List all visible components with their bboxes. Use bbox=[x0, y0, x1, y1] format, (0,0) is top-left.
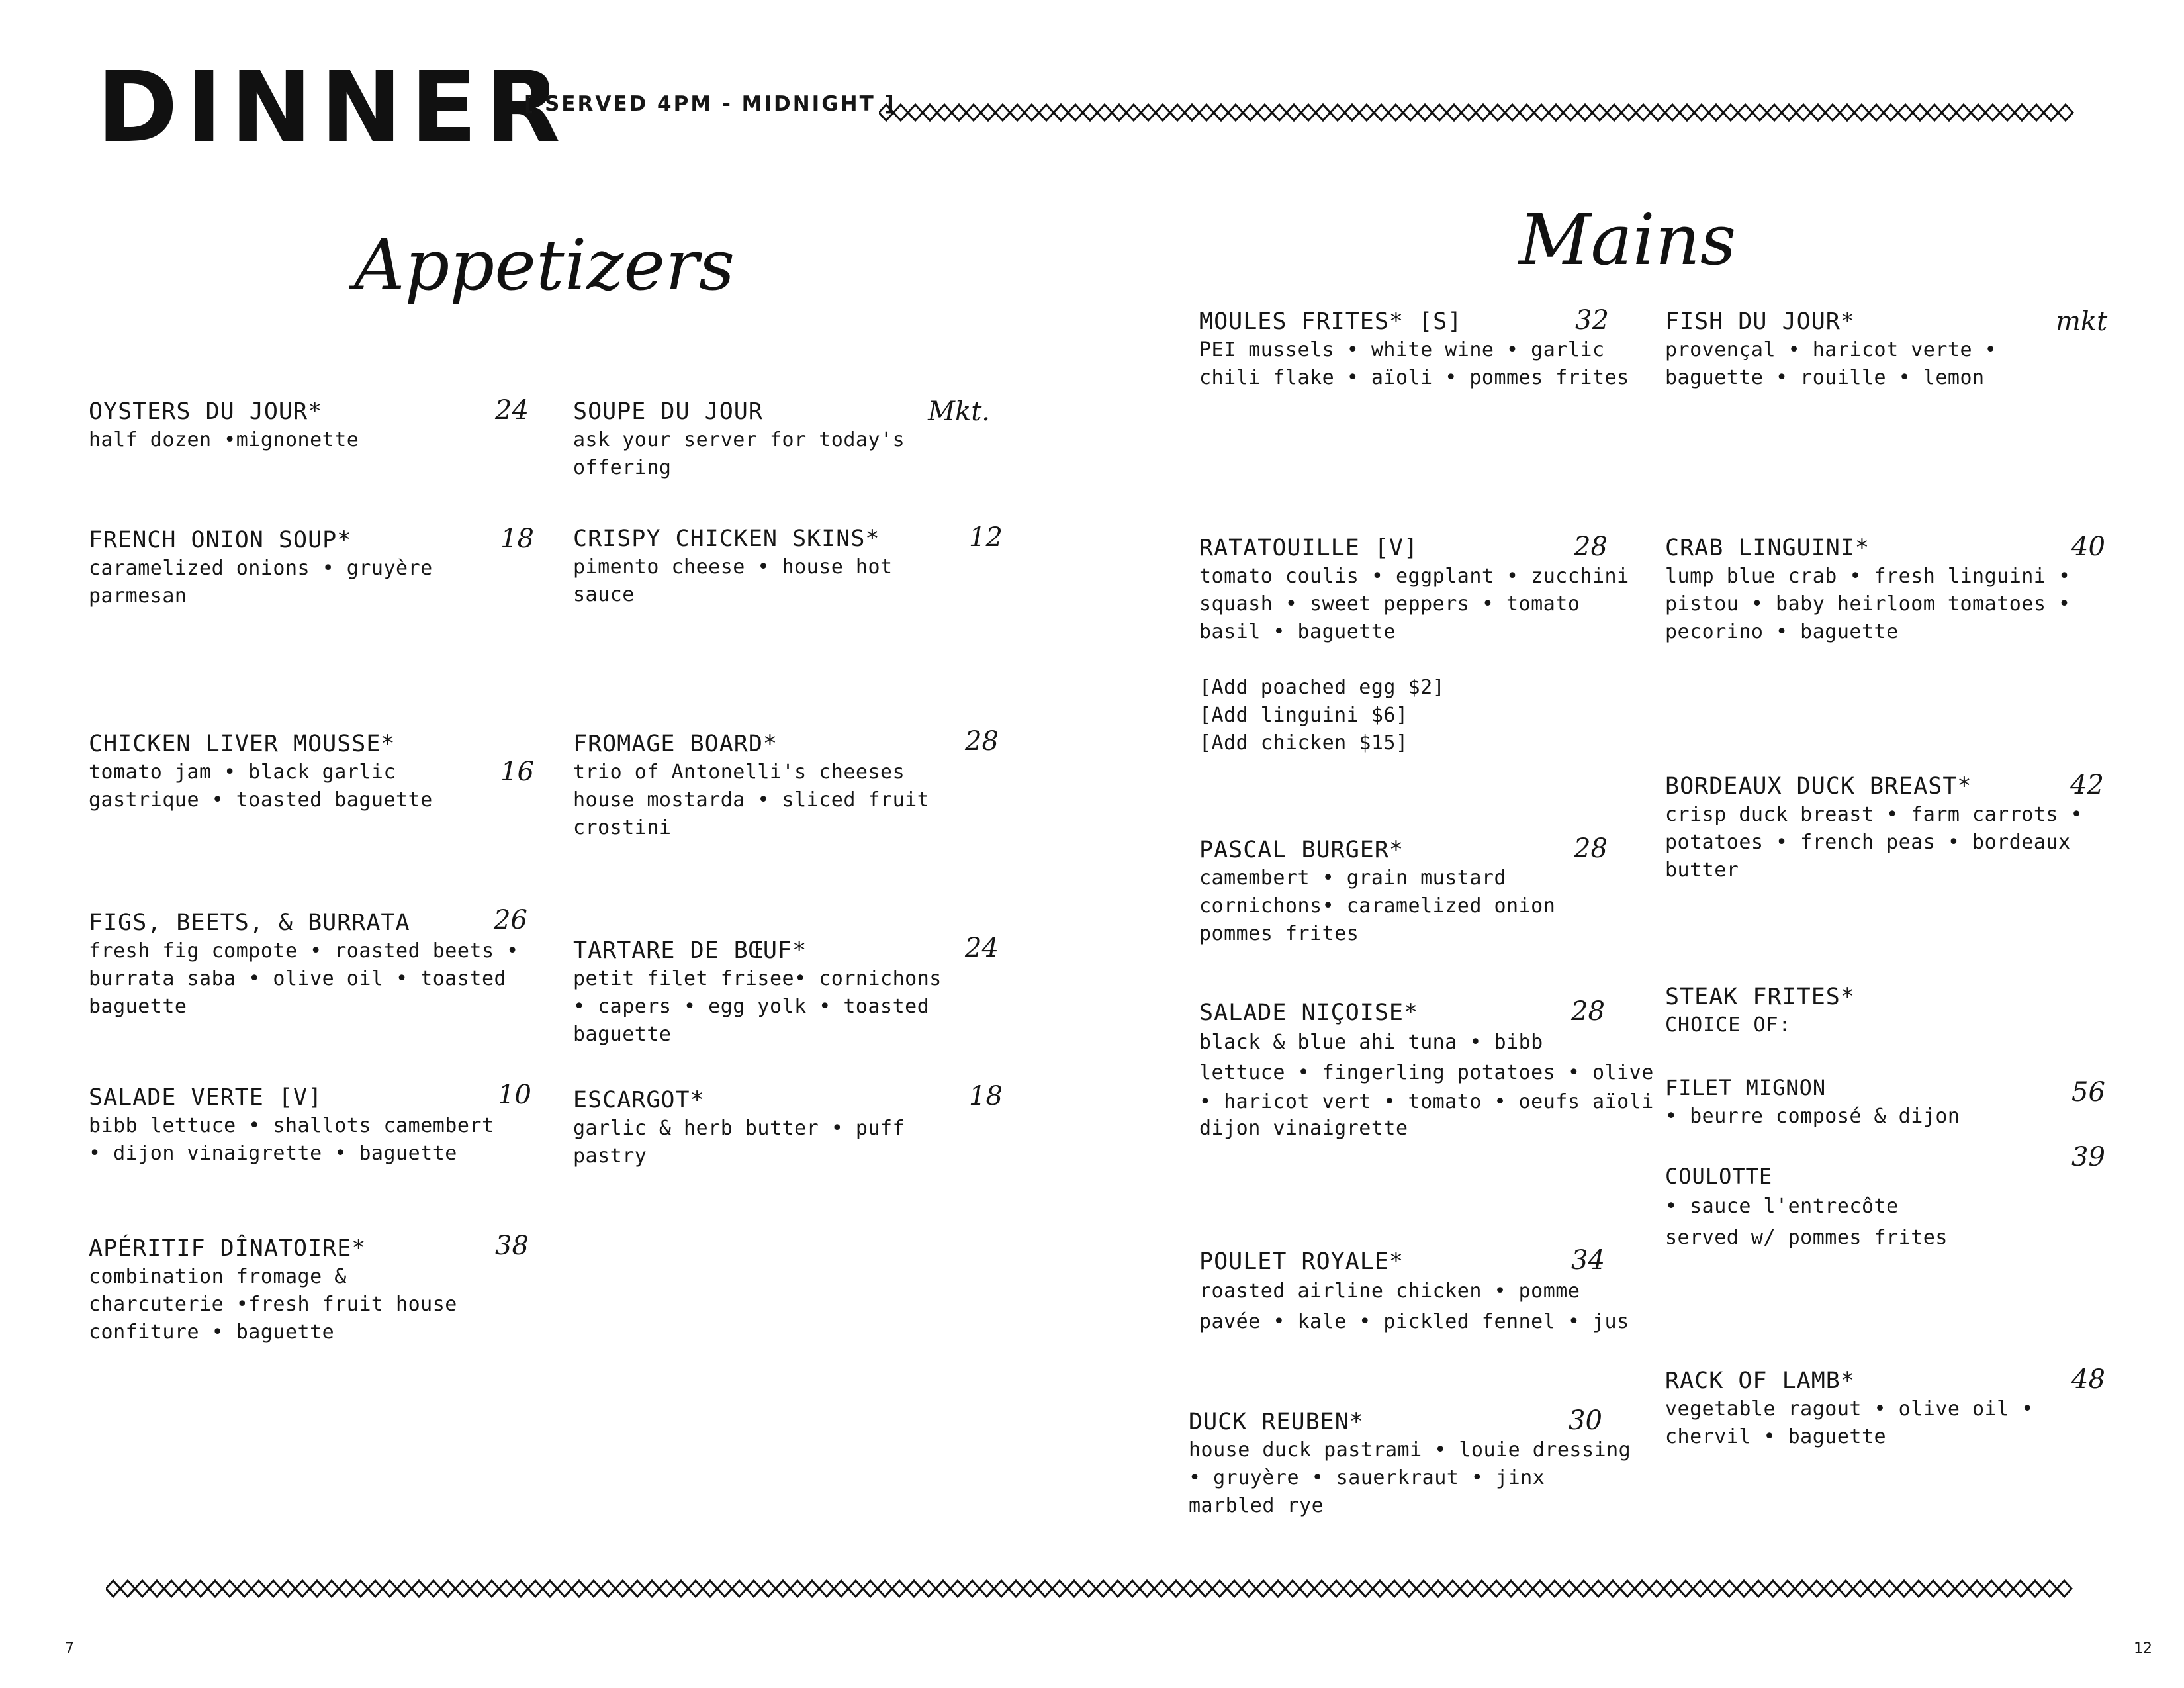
page-number-right: 12 bbox=[2134, 1640, 2152, 1657]
item-price: 28 bbox=[1574, 833, 1608, 864]
item-desc: trio of Antonelli's cheeses bbox=[573, 761, 905, 784]
item-name: FROMAGE BOARD* bbox=[573, 731, 778, 757]
item-price: mkt bbox=[2056, 306, 2108, 337]
item-name: FIGS, BEETS, & BURRATA bbox=[89, 910, 410, 936]
item-price: 18 bbox=[500, 524, 534, 554]
menu-item-rack-of-lamb bbox=[1665, 1366, 2034, 1451]
item-name: RACK OF LAMB* bbox=[1665, 1368, 1855, 1394]
item-price: 18 bbox=[969, 1081, 1003, 1111]
item-desc: offering bbox=[573, 456, 672, 479]
item-desc: baguette bbox=[573, 1023, 672, 1046]
appetizers-heading: Appetizers bbox=[354, 224, 735, 306]
item-desc: camembert • grain mustard bbox=[1199, 867, 1507, 890]
menu-item-crab-linguini bbox=[1665, 534, 2071, 646]
item-name: FILET MIGNON bbox=[1665, 1075, 1827, 1100]
mains-heading: Mains bbox=[1519, 199, 1737, 281]
item-desc: house duck pastrami • louie dressing bbox=[1189, 1438, 1631, 1462]
item-desc: pavée • kale • pickled fennel • jus bbox=[1199, 1310, 1629, 1333]
menu-item-figs-beets bbox=[89, 908, 519, 1021]
item-name: APÉRITIF DÎNATOIRE* bbox=[89, 1235, 367, 1262]
item-price: 32 bbox=[1575, 305, 1609, 336]
menu-item-chicken-skins bbox=[573, 524, 893, 609]
item-desc: lump blue crab • fresh linguini • bbox=[1665, 565, 2071, 588]
menu-item-pascal-burger bbox=[1199, 835, 1555, 948]
add-on-item: [Add linguini $6] bbox=[1199, 704, 1408, 727]
item-name: SALADE VERTE [V] bbox=[89, 1084, 323, 1111]
menu-item-duck-reuben bbox=[1189, 1407, 1631, 1520]
menu-item-duck-breast bbox=[1665, 772, 2083, 884]
menu-item-ratatouille bbox=[1199, 534, 1629, 646]
item-price: 28 bbox=[1571, 996, 1605, 1027]
menu-item-fromage-board bbox=[573, 729, 929, 842]
item-desc: CHOICE OF: bbox=[1665, 1013, 1792, 1037]
menu-item-escargot bbox=[573, 1086, 905, 1170]
item-desc: baguette • rouille • lemon bbox=[1665, 366, 1985, 389]
add-on-item: [Add poached egg $2] bbox=[1199, 676, 1445, 699]
menu-item-poulet-royale bbox=[1199, 1247, 1629, 1337]
item-desc: • haricot vert • tomato • oeufs aïoli bbox=[1199, 1090, 1654, 1113]
menu-title: DINNER bbox=[97, 50, 569, 164]
item-desc: charcuterie •fresh fruit house bbox=[89, 1293, 457, 1316]
item-name: DUCK REUBEN* bbox=[1189, 1409, 1364, 1435]
item-desc: gastrique • toasted baguette bbox=[89, 788, 433, 812]
item-price: 48 bbox=[2071, 1364, 2105, 1395]
menu-item-oysters bbox=[89, 397, 359, 454]
item-price: 30 bbox=[1569, 1405, 1602, 1436]
item-desc: garlic & herb butter • puff bbox=[573, 1117, 905, 1140]
item-desc: pimento cheese • house hot bbox=[573, 555, 893, 579]
item-desc: provençal • haricot verte • bbox=[1665, 338, 1997, 361]
serving-hours: [ SERVED 4PM - MIDNIGHT ] bbox=[524, 92, 896, 116]
item-desc: • dijon vinaigrette • baguette bbox=[89, 1142, 457, 1165]
item-desc: fresh fig compote • roasted beets • bbox=[89, 939, 519, 962]
item-desc: parmesan bbox=[89, 585, 187, 608]
item-name: CRISPY CHICKEN SKINS* bbox=[573, 526, 880, 552]
add-ons bbox=[1199, 674, 1445, 757]
item-name: FRENCH ONION SOUP* bbox=[89, 527, 352, 553]
item-price: 24 bbox=[965, 933, 999, 963]
item-desc: combination fromage & bbox=[89, 1265, 347, 1288]
item-name: RATATOUILLE [V] bbox=[1199, 535, 1419, 561]
item-price: 24 bbox=[495, 395, 529, 426]
item-desc: tomato coulis • eggplant • zucchini bbox=[1199, 565, 1629, 588]
item-price: 42 bbox=[2070, 770, 2104, 800]
item-desc: pastry bbox=[573, 1145, 647, 1168]
menu-item-moules-frites bbox=[1199, 307, 1629, 392]
item-name: CRAB LINGUINI* bbox=[1665, 535, 1870, 561]
menu-item-liver-mousse bbox=[89, 729, 433, 814]
item-price: 16 bbox=[500, 757, 534, 787]
menu-item-aperitif bbox=[89, 1234, 457, 1346]
item-name: TARTARE DE BŒUF* bbox=[573, 937, 807, 964]
item-desc: • beurre composé & dijon bbox=[1665, 1105, 1960, 1128]
item-desc: crostini bbox=[573, 816, 672, 839]
item-price: 28 bbox=[965, 726, 999, 757]
item-desc: bibb lettuce • shallots camembert bbox=[89, 1114, 494, 1137]
page-number-left: 7 bbox=[65, 1640, 74, 1657]
item-desc: ask your server for today's bbox=[573, 428, 905, 451]
item-price: 39 bbox=[2071, 1142, 2105, 1172]
item-desc: • sauce l'entrecôte bbox=[1665, 1195, 1899, 1218]
item-desc: • gruyère • sauerkraut • jinx bbox=[1189, 1466, 1545, 1489]
menu-item-coulotte bbox=[1665, 1162, 1948, 1252]
item-desc: pommes frites bbox=[1199, 922, 1359, 945]
item-desc: black & blue ahi tuna • bibb bbox=[1199, 1031, 1543, 1054]
item-price: 26 bbox=[494, 905, 527, 935]
item-name: STEAK FRITES* bbox=[1665, 984, 1855, 1010]
item-desc: served w/ pommes frites bbox=[1665, 1226, 1948, 1249]
item-desc: PEI mussels • white wine • garlic bbox=[1199, 338, 1605, 361]
item-desc: crisp duck breast • farm carrots • bbox=[1665, 803, 2083, 826]
item-price: 12 bbox=[969, 522, 1003, 553]
menu-item-steak-frites bbox=[1665, 982, 1855, 1039]
item-name: FISH DU JOUR* bbox=[1665, 308, 1855, 335]
item-desc: lettuce • fingerling potatoes • olive bbox=[1199, 1061, 1654, 1084]
item-name: ESCARGOT* bbox=[573, 1087, 705, 1113]
item-desc: butter bbox=[1665, 859, 1739, 882]
menu-item-tartare bbox=[573, 936, 942, 1049]
item-price: 28 bbox=[1574, 532, 1608, 562]
item-desc: vegetable ragout • olive oil • bbox=[1665, 1397, 2034, 1421]
item-desc: dijon vinaigrette bbox=[1199, 1117, 1408, 1140]
item-desc: squash • sweet peppers • tomato bbox=[1199, 592, 1580, 616]
menu-item-fish-du-jour bbox=[1665, 307, 1997, 392]
item-desc: tomato jam • black garlic bbox=[89, 761, 396, 784]
menu-item-french-onion bbox=[89, 526, 433, 610]
item-price: 34 bbox=[1571, 1245, 1605, 1276]
menu-item-filet-mignon bbox=[1665, 1074, 1960, 1132]
top-diamond-border bbox=[879, 103, 2077, 122]
item-desc: baguette bbox=[89, 995, 187, 1018]
item-name: SALADE NIÇOISE* bbox=[1199, 1000, 1419, 1026]
item-price: 38 bbox=[495, 1231, 529, 1261]
item-price: Mkt. bbox=[928, 397, 990, 427]
item-price: 40 bbox=[2071, 532, 2105, 562]
item-desc: pistou • baby heirloom tomatoes • bbox=[1665, 592, 2071, 616]
item-desc: roasted airline chicken • pomme bbox=[1199, 1280, 1580, 1303]
item-name: POULET ROYALE* bbox=[1199, 1248, 1404, 1275]
item-desc: caramelized onions • gruyère bbox=[89, 557, 433, 580]
item-desc: pecorino • baguette bbox=[1665, 620, 1899, 643]
item-name: CHICKEN LIVER MOUSSE* bbox=[89, 731, 396, 757]
item-name: PASCAL BURGER* bbox=[1199, 837, 1404, 863]
item-desc: petit filet frisee• cornichons bbox=[573, 967, 942, 990]
item-name: OYSTERS DU JOUR* bbox=[89, 399, 323, 425]
item-price: 10 bbox=[498, 1080, 531, 1110]
item-desc: chervil • baguette bbox=[1665, 1425, 1887, 1448]
item-desc: confiture • baguette bbox=[89, 1321, 335, 1344]
item-desc: marbled rye bbox=[1189, 1494, 1324, 1517]
item-desc: half dozen •mignonette bbox=[89, 428, 359, 451]
item-desc: burrata saba • olive oil • toasted bbox=[89, 967, 507, 990]
item-desc: • capers • egg yolk • toasted bbox=[573, 995, 930, 1018]
item-desc: house mostarda • sliced fruit bbox=[573, 788, 930, 812]
item-desc: chili flake • aïoli • pommes frites bbox=[1199, 366, 1629, 389]
item-desc: sauce bbox=[573, 583, 635, 606]
item-name: BORDEAUX DUCK BREAST* bbox=[1665, 773, 1972, 800]
item-desc: cornichons• caramelized onion bbox=[1199, 894, 1556, 917]
item-name: MOULES FRITES* [S] bbox=[1199, 308, 1463, 335]
item-desc: basil • baguette bbox=[1199, 620, 1396, 643]
item-name: SOUPE DU JOUR bbox=[573, 399, 763, 425]
menu-item-salade-verte bbox=[89, 1083, 494, 1168]
item-price: 56 bbox=[2071, 1077, 2105, 1107]
add-on-item: [Add chicken $15] bbox=[1199, 731, 1408, 755]
item-name: COULOTTE bbox=[1665, 1164, 1773, 1189]
bottom-diamond-border bbox=[106, 1579, 2077, 1599]
item-desc: potatoes • french peas • bordeaux bbox=[1665, 831, 2071, 854]
menu-item-soupe bbox=[573, 397, 905, 482]
